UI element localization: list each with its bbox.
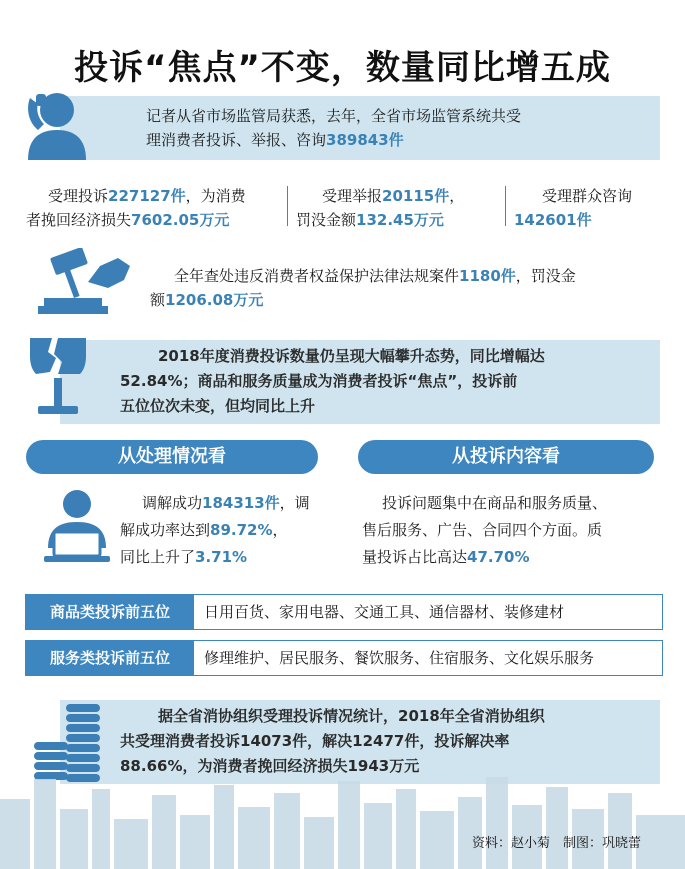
services-top5-value: 修理维护、居民服务、餐饮服务、住宿服务、文化娱乐服务 — [204, 649, 595, 667]
mediation-count: 184313件 — [202, 494, 280, 512]
stat-reports-rest: ， — [449, 187, 465, 205]
page-title: 投诉“焦点”不变，数量同比增五成 — [74, 48, 611, 88]
content-header: 从投诉内容看 — [358, 440, 654, 474]
content-line2: 售后服务、广告、合同四个方面。质 — [362, 521, 603, 539]
services-top5-label: 服务类投诉前五位 — [26, 641, 194, 675]
gavel-icon — [38, 248, 134, 314]
quality-share: 47.70% — [467, 548, 530, 566]
trend-line2: 52.84%；商品和服务质量成为消费者投诉“焦点”，投诉前 — [120, 372, 518, 390]
stat-reports-label: 受理举报 — [322, 187, 383, 205]
goods-top5-value: 日用百货、家用电器、交通工具、通信器材、装修建材 — [204, 603, 565, 621]
stat-reports-count: 20115件 — [382, 187, 450, 205]
stat-complaints-count: 227127件 — [108, 187, 186, 205]
stat-complaints-label: 受理投诉 — [48, 187, 109, 205]
intro-total: 389843件 — [326, 131, 404, 149]
goods-top5-row — [25, 594, 663, 630]
goods-top5-label: 商品类投诉前五位 — [26, 595, 194, 629]
intro-line2 — [146, 128, 660, 152]
broken-glass-icon — [28, 338, 88, 420]
customer-service-icon — [22, 86, 88, 160]
laptop-user-icon — [40, 488, 114, 564]
cases-line1-text: 全年查处违反消费者权益保护法律法规案件 — [174, 267, 460, 285]
stat-reports-line1 — [296, 184, 496, 208]
content-line3-text: 量投诉占比高达 — [362, 548, 468, 566]
consumer-assoc-line2: 共受理消费者投诉14073件，解决12477件，投诉解决率 — [120, 732, 510, 750]
content-line3 — [362, 544, 662, 571]
cases-text — [150, 264, 660, 312]
handling-header: 从处理情况看 — [26, 440, 318, 474]
divider — [287, 186, 288, 226]
content-text — [362, 490, 662, 571]
stat-complaints-line2 — [26, 208, 276, 232]
stat-complaints — [26, 184, 276, 232]
mediation-change: 3.71% — [195, 548, 248, 566]
cases-line2-text: 额 — [150, 291, 166, 309]
handling-line1-text: 调解成功 — [142, 494, 203, 512]
intro-line2-text: 理消费者投诉、举报、咨询 — [146, 131, 327, 149]
trend-text — [120, 344, 660, 419]
handling-text — [120, 490, 340, 571]
services-top5-row — [25, 640, 663, 676]
handling-line3-text: 同比上升了 — [120, 548, 196, 566]
consumer-assoc-line1: 据全省消协组织受理投诉情况统计，2018年全省消协组织 — [158, 707, 545, 725]
stat-recovered-label: 者挽回经济损失 — [26, 211, 132, 229]
trend-line3: 五位位次未变，但均同比上升 — [120, 397, 316, 415]
trend-line1: 2018年度消费投诉数量仍呈现大幅攀升态势，同比增幅达 — [158, 347, 545, 365]
cases-count: 1180件 — [459, 267, 516, 285]
handling-line1-suffix: ，调 — [279, 494, 310, 512]
handling-line1 — [120, 490, 340, 517]
consumer-assoc-line3: 88.66%，为消费者挽回经济损失1943万元 — [120, 757, 420, 775]
cases-fines: 1206.08万元 — [165, 291, 264, 309]
cases-line1 — [150, 264, 660, 288]
stat-consult-label: 受理群众咨询 — [542, 187, 633, 205]
stat-complaints-rest: ，为消费 — [185, 187, 246, 205]
intro-text — [146, 104, 660, 152]
stat-reports-line2 — [296, 208, 496, 232]
cases-line2 — [150, 288, 660, 312]
stat-fines-label: 罚没金额 — [296, 211, 357, 229]
stat-complaints-line1 — [26, 184, 276, 208]
city-skyline — [0, 759, 685, 869]
stat-fines-value: 132.45万元 — [356, 211, 444, 229]
stat-consult-count: 142601件 — [514, 211, 592, 229]
handling-line2-suffix: ， — [272, 521, 288, 539]
source-credit: 资料：赵小菊 制图：巩晓蕾 — [471, 836, 641, 851]
intro-line1: 记者从省市场监管局获悉，去年，全省市场监管系统共受 — [146, 107, 522, 125]
stat-reports — [296, 184, 496, 232]
divider — [505, 186, 506, 226]
cases-line1-suffix: ，罚没金 — [515, 267, 576, 285]
mediation-rate: 89.72% — [210, 521, 273, 539]
handling-line3 — [120, 544, 340, 571]
content-line1: 投诉问题集中在商品和服务质量、 — [382, 494, 608, 512]
handling-line2 — [120, 517, 340, 544]
stat-recovered-value: 7602.05万元 — [131, 211, 230, 229]
stat-consult — [514, 184, 664, 232]
handling-line2-text: 解成功率达到 — [120, 521, 211, 539]
